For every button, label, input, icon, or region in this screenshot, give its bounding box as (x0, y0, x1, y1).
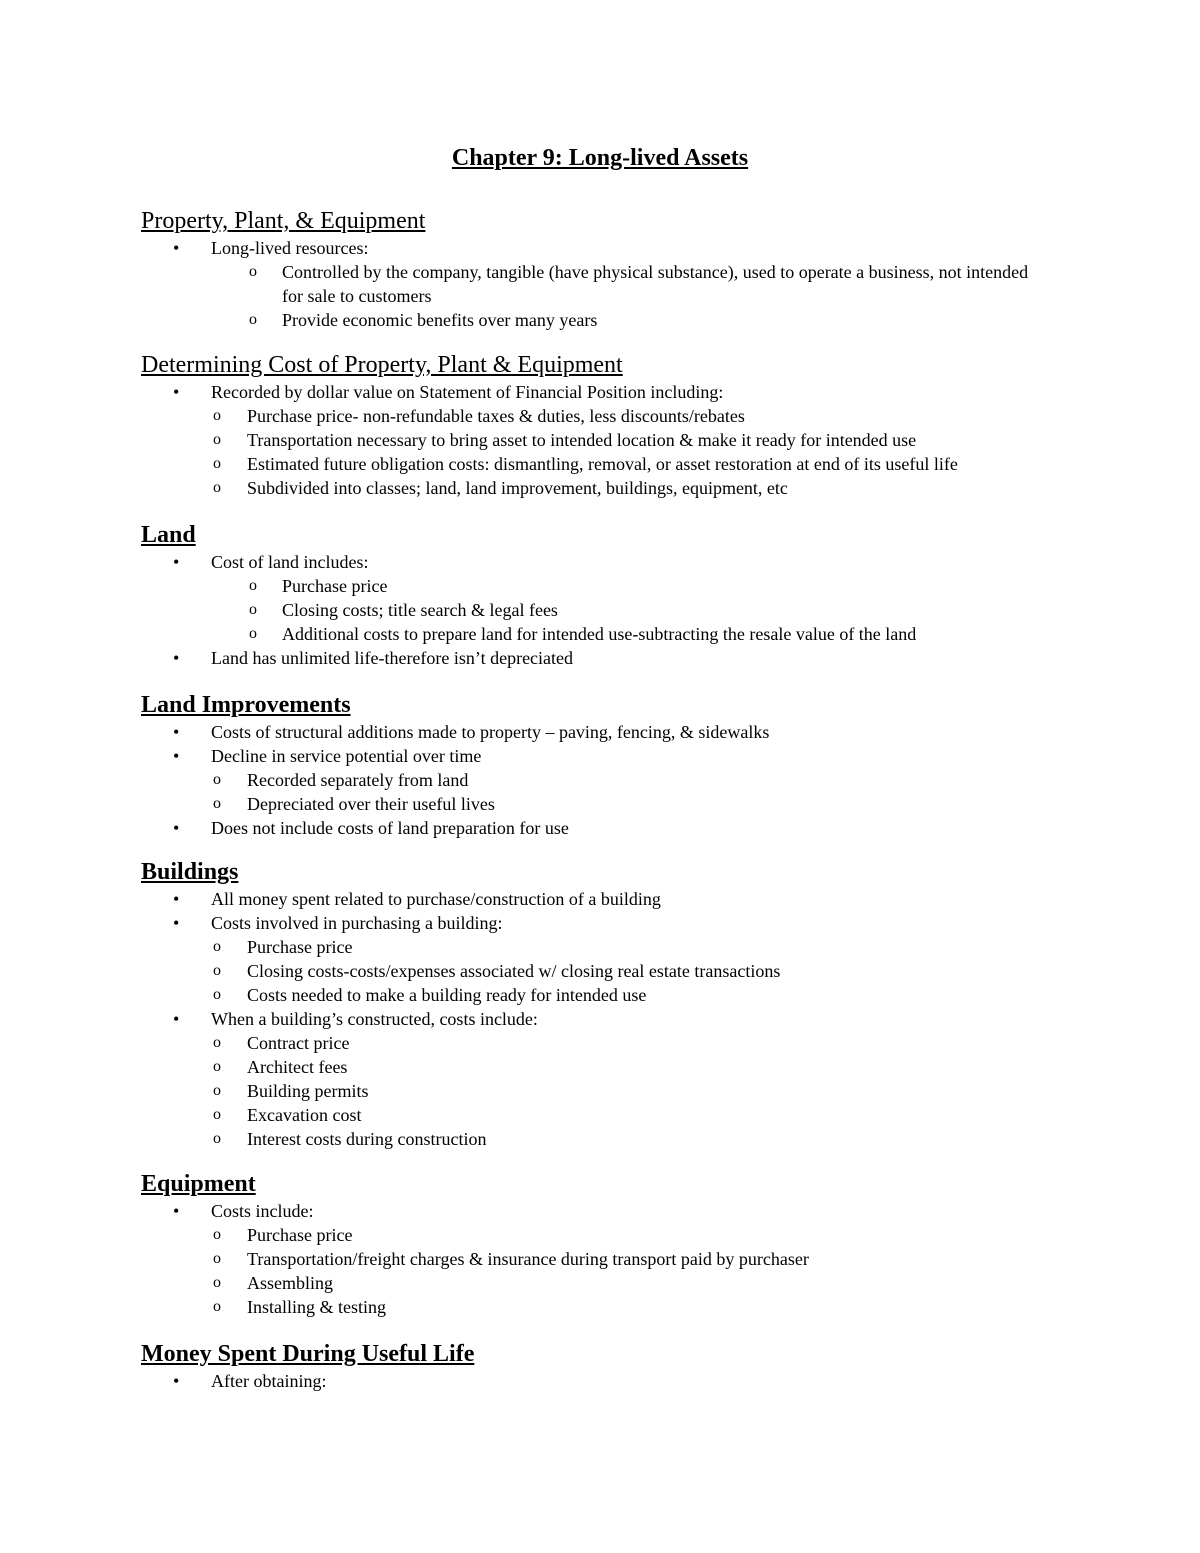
section-heading: Determining Cost of Property, Plant & Equipment (141, 352, 623, 378)
section-heading: Land (141, 522, 196, 548)
sub-bullet-icon: o (213, 1250, 221, 1267)
list-item: o Contract price (213, 1033, 350, 1053)
sub-bullet-icon: o (213, 1130, 221, 1147)
bullet-icon: • (173, 722, 180, 742)
page-title: Chapter 9: Long-lived Assets (451, 145, 749, 171)
section-land-improvements (141, 690, 1101, 840)
sub-bullet-icon: o (213, 1298, 221, 1315)
list-item: o Assembling (213, 1273, 334, 1293)
list-item: • All money spent related to purchase/construction of a building (173, 889, 661, 909)
sub-bullet-icon: o (213, 1226, 221, 1243)
bullet-icon: • (173, 1201, 180, 1221)
list-item: • Land has unlimited life-therefore isn’t depreciated (173, 648, 574, 668)
list-item: o Installing & testing (213, 1297, 386, 1317)
section-heading: Land Improvements (141, 692, 351, 718)
sub-bullet-icon: o (213, 1058, 221, 1075)
list-item: o Excavation cost (213, 1105, 362, 1125)
sub-bullet-icon: o (249, 625, 257, 642)
list-item: • Decline in service potential over time (173, 746, 482, 766)
bullet-icon: • (173, 1371, 180, 1391)
sub-bullet-icon: o (249, 263, 257, 280)
section-money-spent (141, 1339, 1101, 1393)
list-item: o Purchase price (249, 576, 388, 596)
list-item: • When a building’s constructed, costs include: (173, 1009, 538, 1029)
list-item: o Purchase price (213, 1225, 353, 1245)
sub-bullet-icon: o (213, 795, 221, 812)
list-item: o Building permits (213, 1081, 369, 1101)
list-item: • Costs of structural additions made to property – paving, fencing, & sidewalks (173, 722, 770, 742)
section-heading: Property, Plant, & Equipment (141, 208, 426, 234)
bullet-icon: • (173, 889, 180, 909)
list-item: • Does not include costs of land preparation for use (173, 818, 569, 838)
list-item: o Architect fees (213, 1057, 348, 1077)
sub-bullet-icon: o (213, 1106, 221, 1123)
bullet-icon: • (173, 552, 180, 572)
bullet-icon: • (173, 648, 180, 668)
sub-bullet-icon: o (213, 1034, 221, 1051)
sub-bullet-icon: o (213, 962, 221, 979)
list-item: o Purchase price (213, 937, 353, 957)
section-equipment (141, 1169, 1101, 1319)
list-item: o Costs needed to make a building ready for intended use (213, 985, 647, 1005)
sub-bullet-icon: o (213, 479, 221, 496)
list-item: o Closing costs; title search & legal fees (249, 600, 558, 620)
bullet-icon: • (173, 238, 180, 258)
sub-bullet-icon: o (213, 431, 221, 448)
section-property-plant-equipment (141, 206, 1101, 332)
sub-bullet-icon: o (213, 1082, 221, 1099)
list-item: o Depreciated over their useful lives (213, 794, 495, 814)
list-item: o Closing costs-costs/expenses associated w/ closing real estate transactions (213, 961, 781, 981)
list-item: o Transportation/freight charges & insurance during transport paid by purchaser (213, 1249, 809, 1269)
sub-bullet-icon: o (213, 771, 221, 788)
list-item: o Interest costs during construction (213, 1129, 487, 1149)
section-buildings (141, 857, 1101, 1151)
section-heading: Money Spent During Useful Life (141, 1341, 475, 1367)
bullet-icon: • (173, 746, 180, 766)
list-item: o Transportation necessary to bring asset to intended location & make it ready for intended use (213, 430, 917, 450)
list-item: o Recorded separately from land (213, 770, 469, 790)
list-item: • Costs involved in purchasing a building: (173, 913, 503, 933)
list-item: • Cost of land includes: (173, 552, 369, 572)
bullet-icon: • (173, 913, 180, 933)
list-item: o Estimated future obligation costs: dismantling, removal, or asset restoration at end of its useful life (213, 454, 958, 474)
sub-bullet-icon: o (213, 407, 221, 424)
sub-bullet-icon: o (249, 601, 257, 618)
list-item: • Long-lived resources: (173, 238, 369, 258)
section-land (141, 520, 1101, 670)
sub-bullet-icon: o (213, 455, 221, 472)
list-item: o Purchase price- non-refundable taxes & duties, less discounts/rebates (213, 406, 745, 426)
sub-bullet-icon: o (249, 577, 257, 594)
sub-bullet-icon: o (213, 938, 221, 955)
list-item: o Provide economic benefits over many years (249, 310, 598, 330)
list-item: • Costs include: (173, 1201, 314, 1221)
section-heading: Buildings (141, 859, 239, 885)
list-item: o Subdivided into classes; land, land improvement, buildings, equipment, etc (213, 478, 788, 498)
list-item: • Recorded by dollar value on Statement of Financial Position including: (173, 382, 724, 402)
sub-bullet-icon: o (213, 1274, 221, 1291)
list-item: o Controlled by the company, tangible (have physical substance), used to operate a business, not intended for sale to customers (249, 262, 1029, 306)
bullet-icon: • (173, 818, 180, 838)
list-item: o Additional costs to prepare land for intended use-subtracting the resale value of the land (249, 624, 917, 644)
section-heading: Equipment (141, 1171, 256, 1197)
sub-bullet-icon: o (213, 986, 221, 1003)
bullet-icon: • (173, 382, 180, 402)
section-determining-cost (141, 350, 1101, 500)
list-item: • After obtaining: (173, 1371, 327, 1391)
bullet-icon: • (173, 1009, 180, 1029)
sub-bullet-icon: o (249, 311, 257, 328)
